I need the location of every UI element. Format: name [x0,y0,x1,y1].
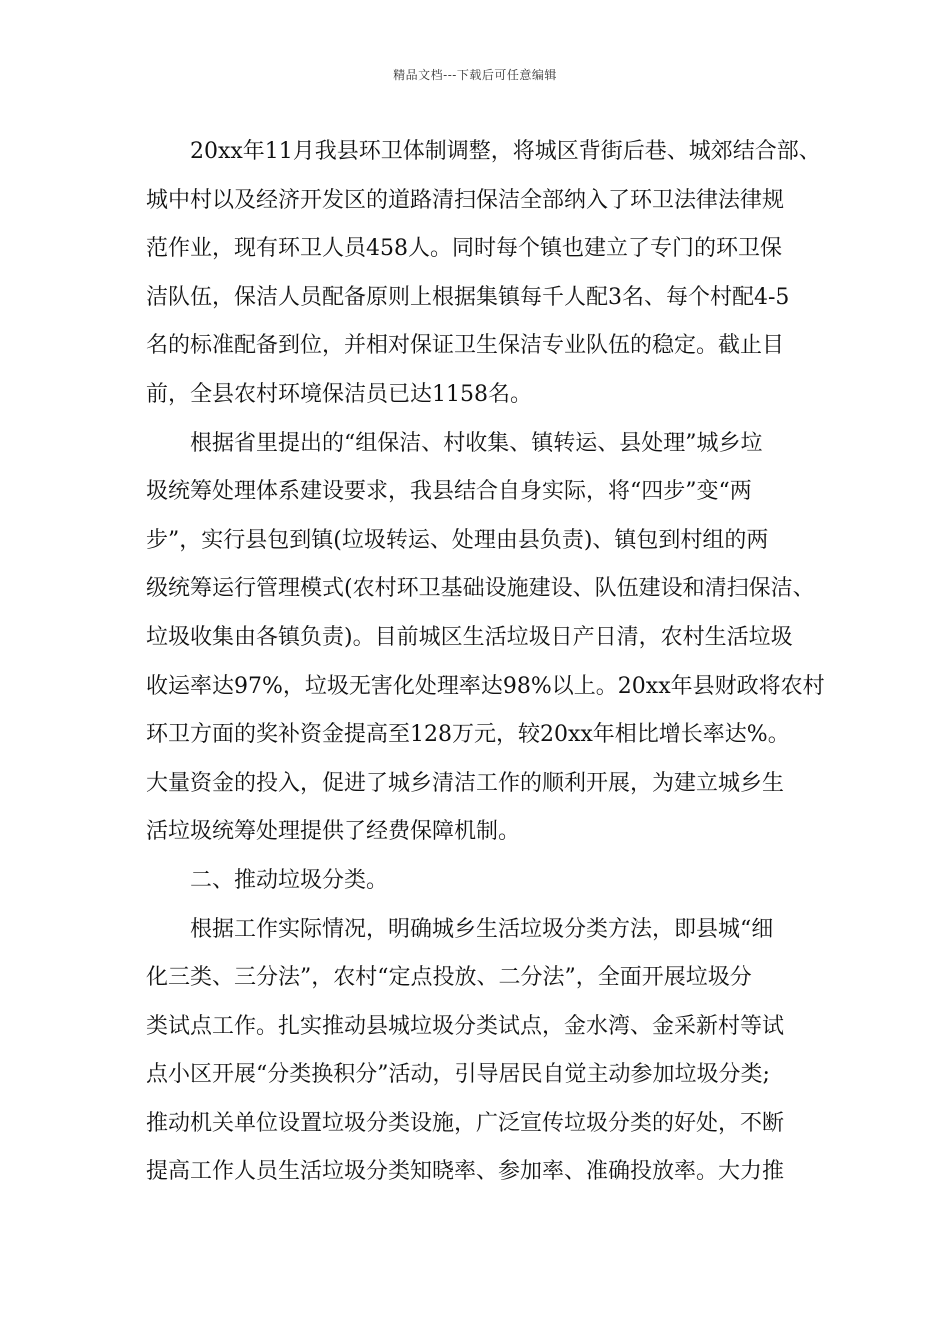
paragraph-line: 根据省里提出的“组保洁、村收集、镇转运、县处理”城乡垃 [190,430,763,456]
paragraph-line: 类试点工作。扎实推动县城垃圾分类试点，金水湾、金采新村等试 [146,1013,785,1039]
paragraph-line: 前，全县农村环境保洁员已达1158名。 [146,381,532,407]
paragraph-line: 化三类、三分法”，农村“定点投放、二分法”，全面开展垃圾分 [146,965,752,991]
paragraph-line: 根据工作实际情况，明确城乡生活垃圾分类方法，即县城“细 [190,916,774,942]
paragraph-line: 步”，实行县包到镇(垃圾转运、处理由县负责)、镇包到村组的两 [146,527,769,553]
section-heading: 二、推动垃圾分类。 [190,867,389,893]
header-note: 精品文档---下载后可任意编辑 [393,68,557,82]
paragraph-line: 范作业，现有环卫人员458人。同时每个镇也建立了专门的环卫保 [146,236,782,262]
paragraph-line: 环卫方面的奖补资金提高至128万元，较20xx年相比增长率达%。 [146,722,790,748]
paragraph-line: 大量资金的投入，促进了城乡清洁工作的顺利开展，为建立城乡生 [146,770,785,796]
paragraph-line: 城中村以及经济开发区的道路清扫保洁全部纳入了环卫法律法律规 [146,187,785,213]
paragraph-line: 收运率达97%，垃圾无害化处理率达98%以上。20xx年县财政将农村 [146,673,825,699]
paragraph-line: 垃圾收集由各镇负责)。目前城区生活垃圾日产日清，农村生活垃圾 [146,624,793,650]
paragraph-line: 点小区开展“分类换积分”活动，引导居民自觉主动参加垃圾分类; [146,1062,770,1088]
paragraph-line: 提高工作人员生活垃圾分类知晓率、参加率、准确投放率。大力推 [146,1159,785,1185]
paragraph-line: 活垃圾统筹处理提供了经费保障机制。 [146,819,521,845]
paragraph-line: 圾统筹处理体系建设要求，我县结合自身实际，将“四步”变“两 [146,479,752,505]
paragraph-line: 洁队伍，保洁人员配备原则上根据集镇每千人配3名、每个村配4-5 [146,284,790,310]
paragraph-line: 推动机关单位设置垃圾分类设施，广泛宣传垃圾分类的好处，不断 [146,1110,785,1136]
paragraph-line: 20xx年11月我县环卫体制调整，将城区背街后巷、城郊结合部、 [190,139,821,164]
document-body [146,128,825,1197]
paragraph-line: 名的标准配备到位，并相对保证卫生保洁专业队伍的稳定。截止目 [146,333,785,359]
paragraph-line: 级统筹运行管理模式(农村环卫基础设施建设、队伍建设和清扫保洁、 [146,576,815,602]
